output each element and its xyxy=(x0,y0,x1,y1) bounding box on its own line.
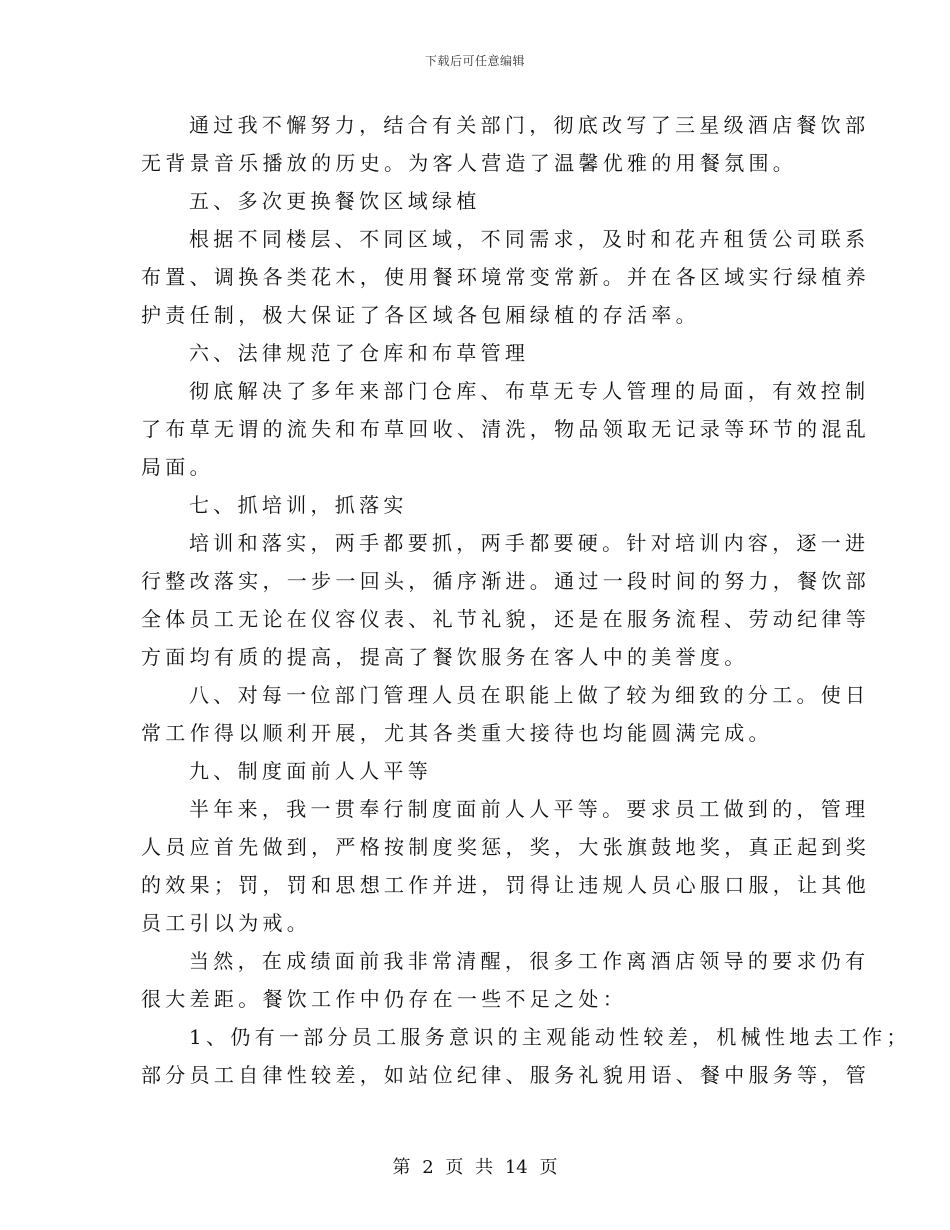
text-line: 八、对每一位部门管理人员在职能上做了较为细致的分工。使日 xyxy=(189,683,870,707)
text-line: 通过我不懈努力，结合有关部门，彻底改写了三星级酒店餐饮部 xyxy=(189,113,870,137)
page-footer: 第 2 页 共 14 页 xyxy=(392,1157,558,1178)
text-line: 行整改落实，一步一回头，循序渐进。通过一段时间的努力，餐饮部 xyxy=(141,569,870,593)
text-line: 无背景音乐播放的历史。为客人营造了温馨优雅的用餐氛围。 xyxy=(141,151,798,175)
text-line: 的效果；罚，罚和思想工作并进，罚得让违规人员心服口服，让其他 xyxy=(141,873,870,897)
text-line: 六、法律规范了仓库和布草管理 xyxy=(189,341,530,365)
text-line: 员工引以为戒。 xyxy=(141,911,312,935)
text-line: 全体员工无论在仪容仪表、礼节礼貌，还是在服务流程、劳动纪律等 xyxy=(141,607,870,631)
text-line: 彻底解决了多年来部门仓库、布草无专人管理的局面，有效控制 xyxy=(189,379,870,403)
text-line: 了布草无谓的流失和布草回收、清洗，物品领取无记录等环节的混乱 xyxy=(141,417,870,441)
text-line: 根据不同楼层、不同区域，不同需求，及时和花卉租赁公司联系 xyxy=(189,227,870,251)
text-line: 培训和落实，两手都要抓，两手都要硬。针对培训内容，逐一进 xyxy=(189,531,870,555)
page-header: 下载后可任意编辑 xyxy=(424,54,525,68)
text-line: 半年来，我一贯奉行制度面前人人平等。要求员工做到的，管理 xyxy=(189,797,870,821)
text-line: 护责任制，极大保证了各区域各包厢绿植的存活率。 xyxy=(141,303,700,327)
text-line: 方面均有质的提高，提高了餐饮服务在客人中的美誉度。 xyxy=(141,645,749,669)
text-line: 很大差距。餐饮工作中仍存在一些不足之处： xyxy=(141,987,627,1011)
text-line: 九、制度面前人人平等 xyxy=(189,759,432,783)
text-line: 局面。 xyxy=(141,455,214,479)
text-line: 五、多次更换餐饮区域绿植 xyxy=(189,189,481,213)
text-line: 常工作得以顺利开展，尤其各类重大接待也均能圆满完成。 xyxy=(141,721,773,745)
text-line: 当然，在成绩面前我非常清醒，很多工作离酒店领导的要求仍有 xyxy=(189,949,870,973)
text-line: 七、抓培训，抓落实 xyxy=(189,493,408,517)
text-line: 1、仍有一部分员工服务意识的主观能动性较差，机械性地去工作； xyxy=(189,1025,911,1049)
text-line: 部分员工自律性较差，如站位纪律、服务礼貌用语、餐中服务等，管 xyxy=(141,1063,870,1087)
text-line: 布置、调换各类花木，使用餐环境常变常新。并在各区域实行绿植养 xyxy=(141,265,870,289)
text-line: 人员应首先做到，严格按制度奖惩，奖，大张旗鼓地奖，真正起到奖 xyxy=(141,835,870,859)
document-body xyxy=(141,106,911,1094)
